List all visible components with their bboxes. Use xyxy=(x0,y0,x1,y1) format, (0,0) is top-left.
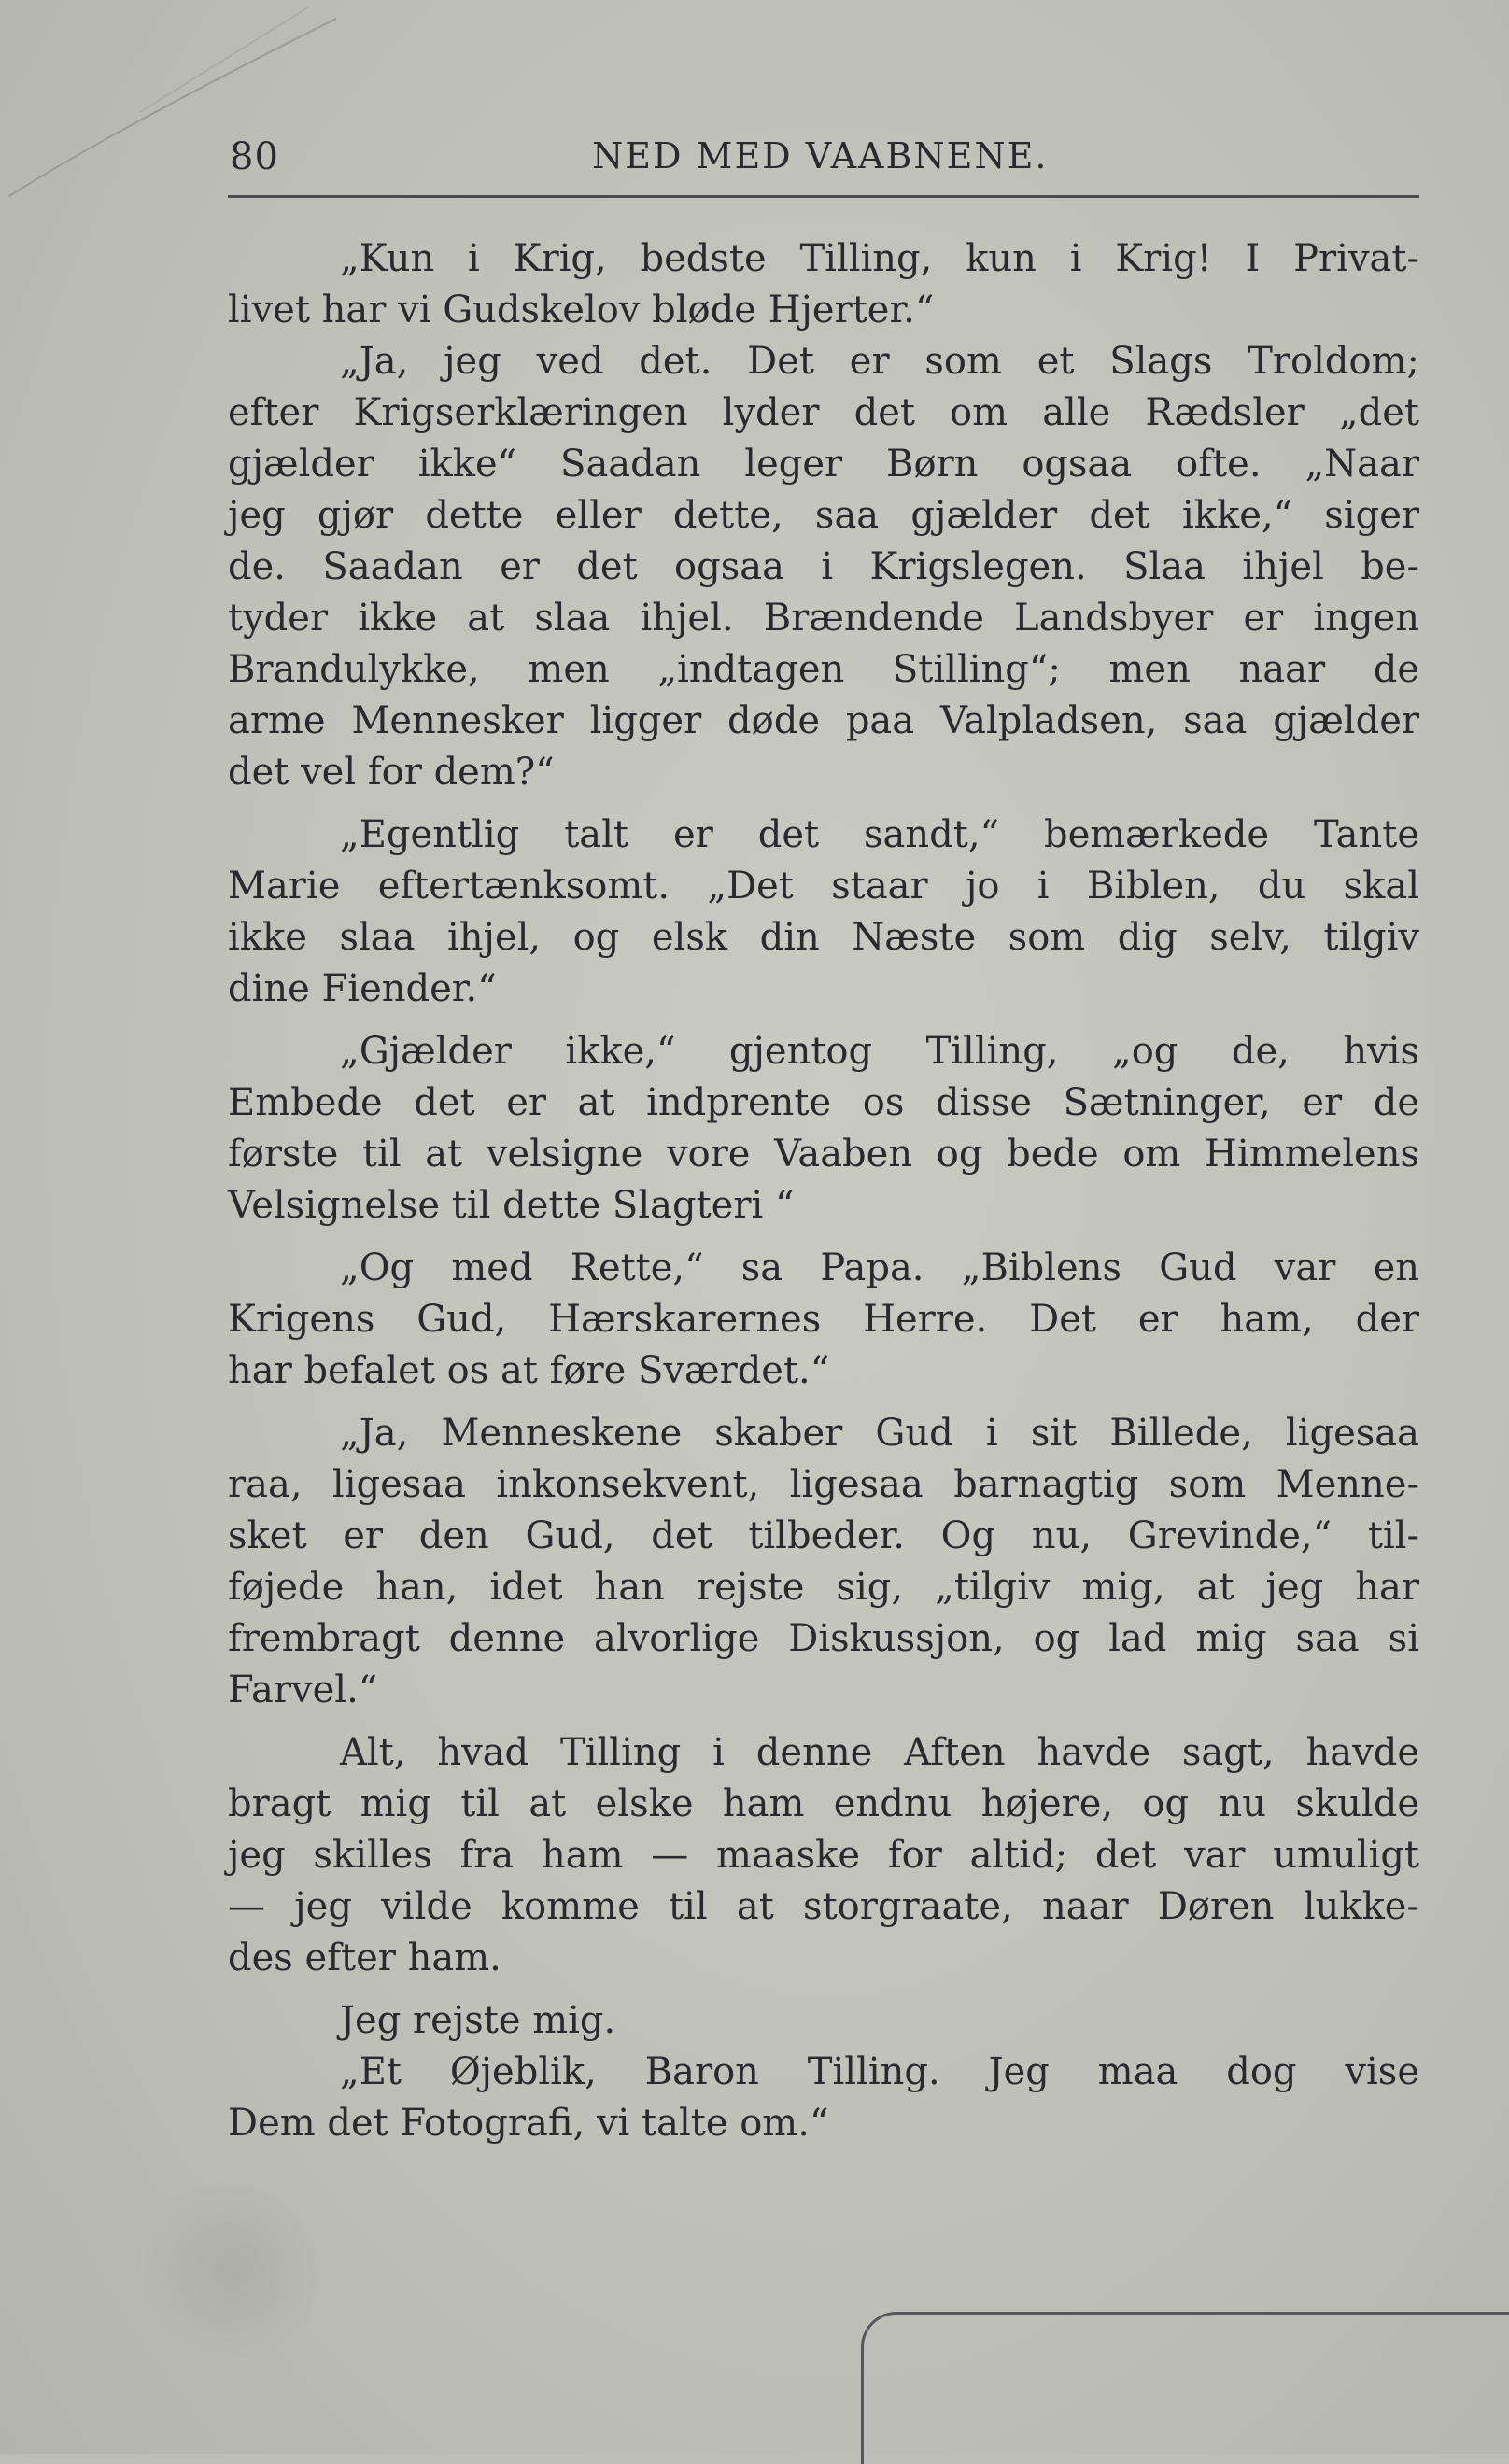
text-line: „Ja, jeg ved det. Det er som et Slags Troldom; xyxy=(340,340,1419,383)
text-line: „Gjælder ikke,“ gjentog Tilling, „og de, hvis xyxy=(340,1030,1419,1073)
running-title: NED MED VAABNENE. xyxy=(592,135,1049,176)
text-line: Jeg rejste mig. xyxy=(340,1999,616,2042)
text-line: bragt mig til at elske ham endnu højere, og nu skulde xyxy=(228,1782,1419,1825)
library-stamp-frame xyxy=(861,2312,1509,2464)
text-line: Embede det er at indprente os disse Sætninger, er de xyxy=(228,1081,1419,1124)
text-line: ikke slaa ihjel, og elsk din Næste som dig selv, tilgiv xyxy=(228,916,1419,959)
text-line: det vel for dem?“ xyxy=(228,751,555,794)
paragraph xyxy=(228,1026,1419,1232)
text-line: des efter ham. xyxy=(228,1936,501,1979)
text-line: føjede han, idet han rejste sig, „tilgiv mig, at jeg har xyxy=(228,1566,1419,1609)
text-line: første til at velsigne vore Vaaben og bede om Himmelens xyxy=(228,1133,1419,1176)
text-line: de. Saadan er det ogsaa i Krigslegen. Slaa ihjel be- xyxy=(228,545,1419,588)
page-corner-crease xyxy=(0,0,355,243)
text-line: Farvel.“ xyxy=(228,1668,378,1711)
text-line: „Egentlig talt er det sandt,“ bemærkede Tante xyxy=(340,813,1419,856)
text-line: sket er den Gud, det tilbeder. Og nu, Grevinde,“ til- xyxy=(228,1514,1419,1557)
text-line: har befalet os at føre Sværdet.“ xyxy=(228,1349,830,1392)
paragraph xyxy=(228,1727,1419,1984)
text-line: — jeg vilde komme til at storgraate, naar Døren lukke- xyxy=(228,1885,1419,1928)
text-line: Krigens Gud, Hærskarernes Herre. Det er ham, der xyxy=(228,1298,1419,1341)
text-line: Brandulykke, men „indtagen Stilling“; men naar de xyxy=(228,648,1419,691)
text-line: jeg gjør dette eller dette, saa gjælder det ikke,“ siger xyxy=(228,494,1419,537)
text-line: jeg skilles fra ham — maaske for altid; det var umuligt xyxy=(228,1834,1419,1877)
paragraph xyxy=(228,233,1419,336)
header-rule xyxy=(228,195,1419,198)
paragraph xyxy=(228,1243,1419,1397)
paragraph xyxy=(228,1408,1419,1716)
text-line: tyder ikke at slaa ihjel. Brændende Landsbyer er ingen xyxy=(228,597,1419,640)
text-line: arme Mennesker ligger døde paa Valpladsen, saa gjælder xyxy=(228,699,1419,742)
page-header xyxy=(230,135,1421,191)
paragraph xyxy=(228,2047,1419,2149)
body-text xyxy=(228,233,1419,2149)
text-line: Velsignelse til dette Slagteri “ xyxy=(228,1184,795,1227)
text-line: „Og med Rette,“ sa Papa. „Biblens Gud var en xyxy=(340,1246,1419,1289)
text-line: dine Fiender.“ xyxy=(228,967,497,1010)
text-line: „Et Øjeblik, Baron Tilling. Jeg maa dog vise xyxy=(340,2050,1419,2093)
text-line: Marie eftertænksomt. „Det staar jo i Biblen, du skal xyxy=(228,865,1419,908)
text-line: „Ja, Menneskene skaber Gud i sit Billede, ligesaa xyxy=(340,1412,1419,1455)
paper-stain xyxy=(140,2175,327,2362)
page-number: 80 xyxy=(230,135,279,178)
paragraph xyxy=(228,810,1419,1015)
text-line: Dem det Fotografi, vi talte om.“ xyxy=(228,2102,829,2145)
text-line: raa, ligesaa inkonsekvent, ligesaa barnagtig som Menne- xyxy=(228,1463,1419,1506)
paragraph xyxy=(228,336,1419,798)
text-line: efter Krigserklæringen lyder det om alle Rædsler „det xyxy=(228,391,1419,434)
paragraph xyxy=(228,1995,1419,2047)
text-line: livet har vi Gudskelov bløde Hjerter.“ xyxy=(228,289,935,331)
text-line: gjælder ikke“ Saadan leger Børn ogsaa ofte. „Naar xyxy=(228,443,1419,486)
text-line: frembragt denne alvorlige Diskussjon, og lad mig saa si xyxy=(228,1617,1419,1660)
text-line: „Kun i Krig, bedste Tilling, kun i Krig! I Privat- xyxy=(340,237,1419,280)
text-line: Alt, hvad Tilling i denne Aften havde sagt, havde xyxy=(340,1731,1419,1774)
